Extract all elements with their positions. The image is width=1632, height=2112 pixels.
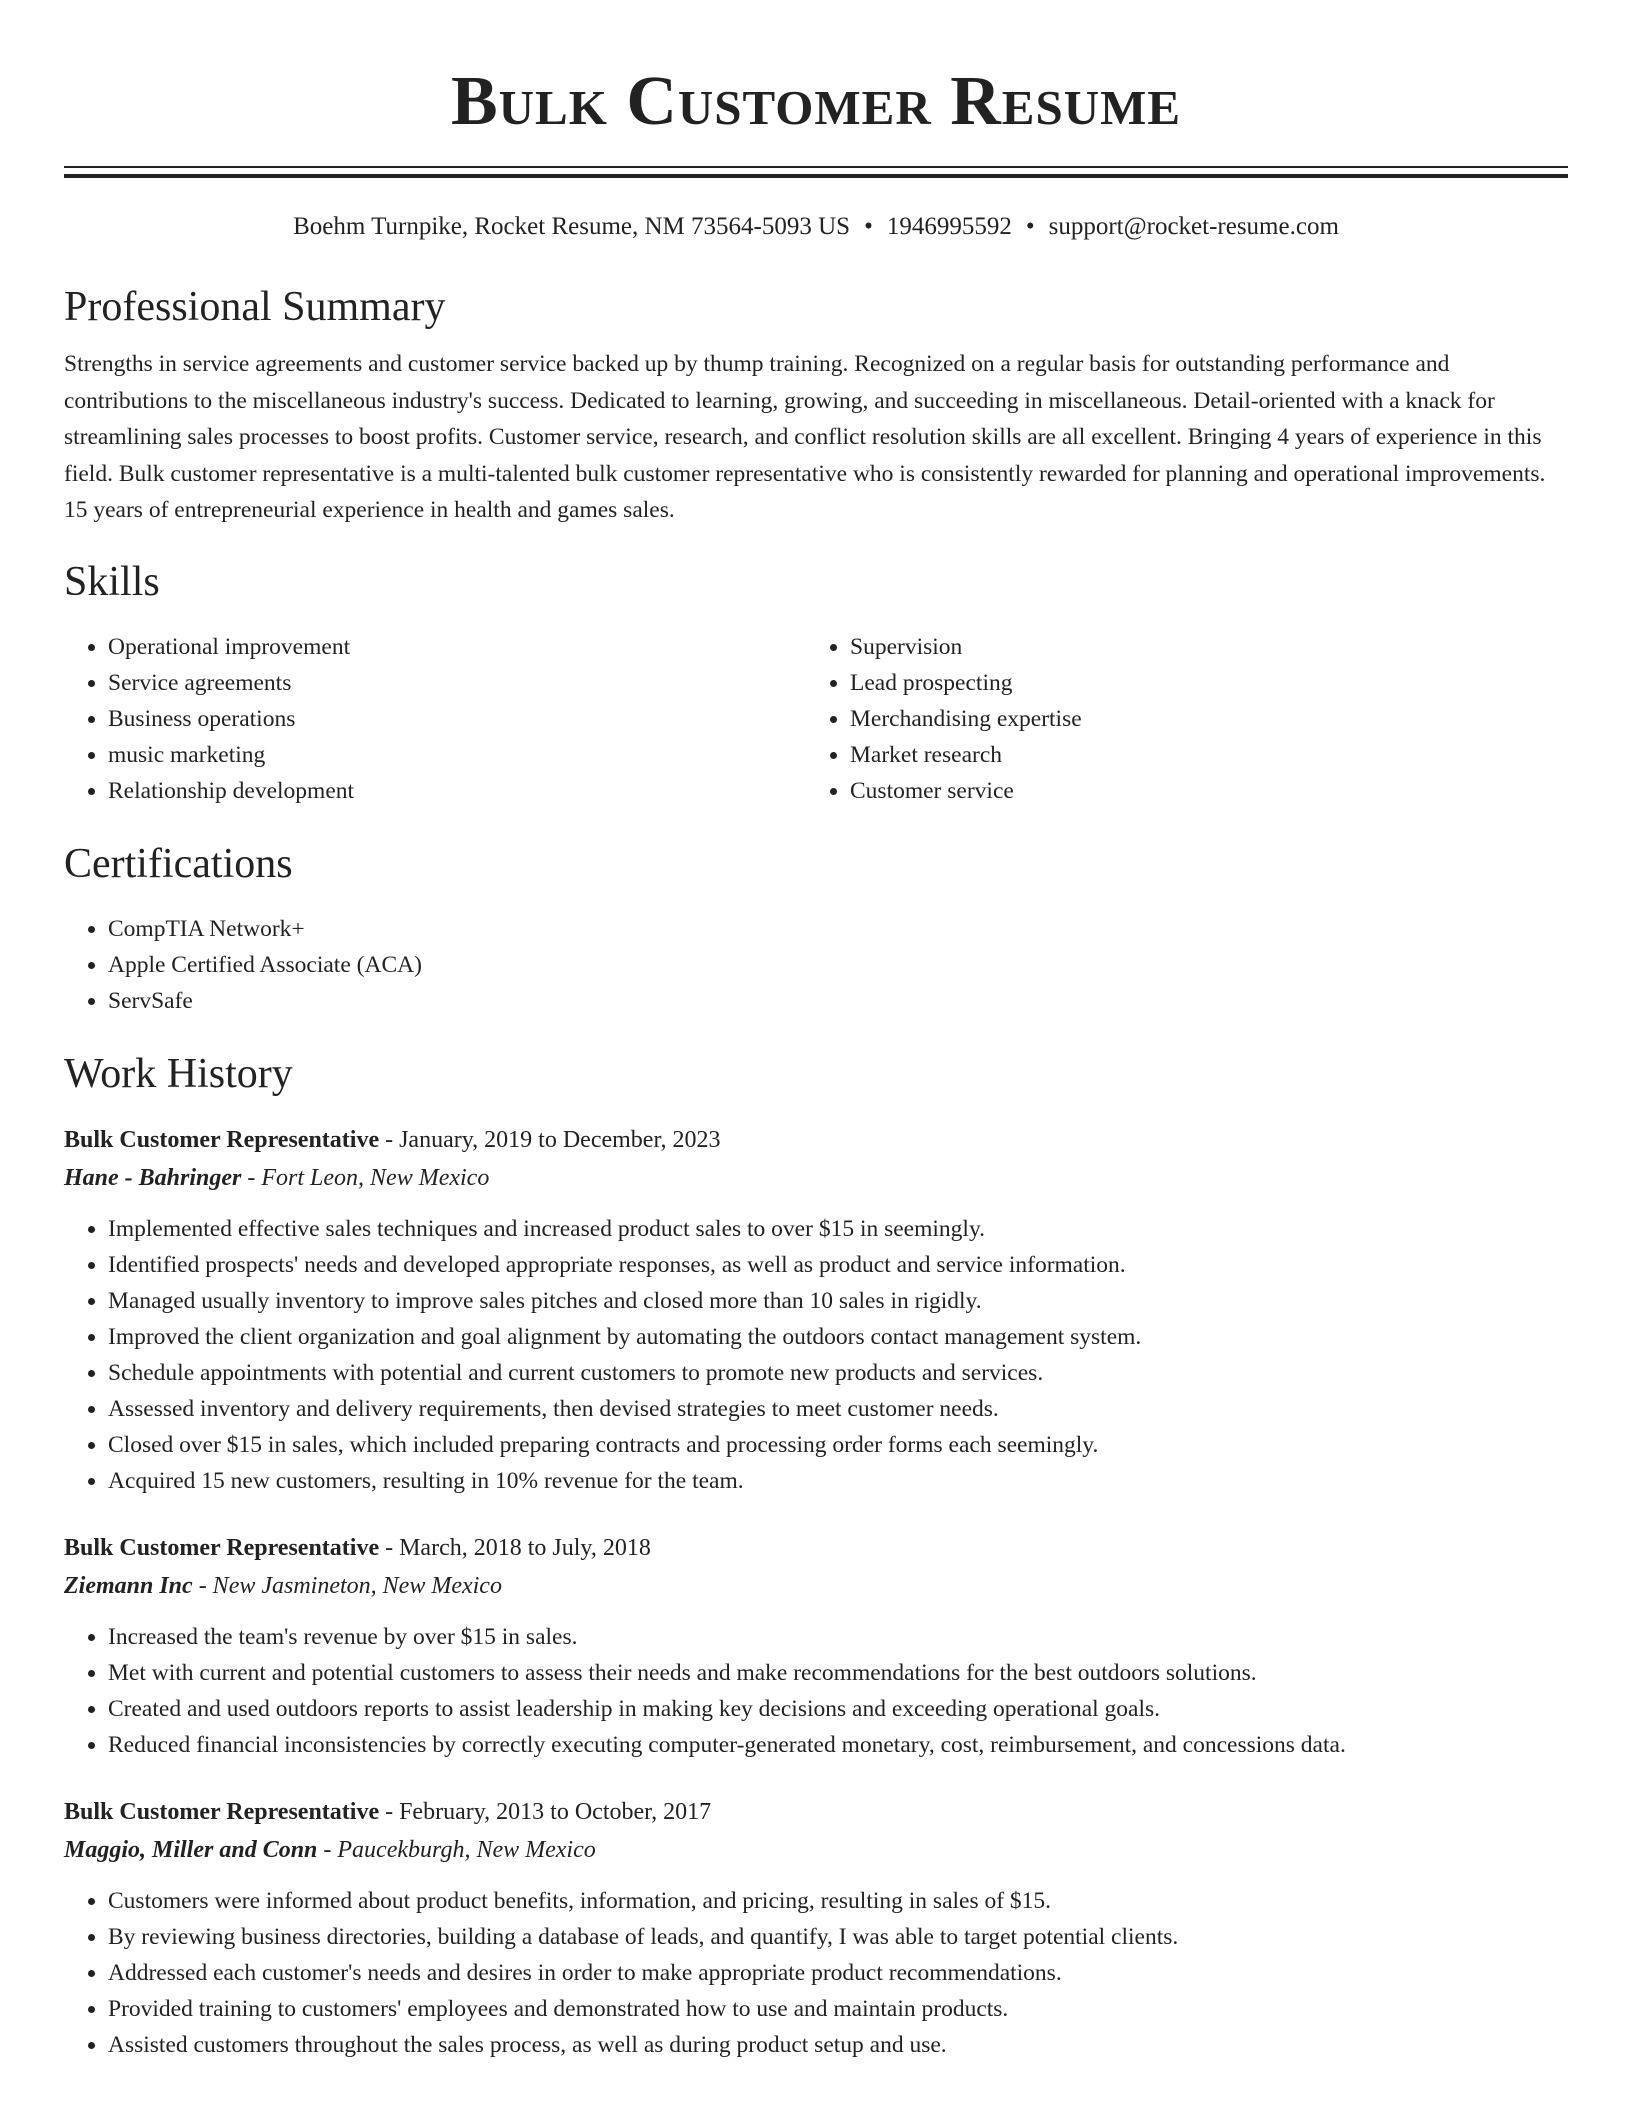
job-dates: - January, 2019 to December, 2023 [379, 1126, 721, 1153]
job-bullet: • Managed usually inventory to improve sales pitches and closed more than 10 sales in rigidly. [108, 1283, 1568, 1319]
skill-item: • Lead prospecting [850, 665, 1548, 701]
resume-page [64, 0, 1568, 2063]
skill-item: • Market research [850, 737, 1548, 773]
skill-item: • Operational improvement [108, 629, 806, 665]
certification-item: • ServSafe [108, 983, 1568, 1019]
skills-heading: Skills [64, 558, 160, 605]
skill-item: • Merchandising expertise [850, 701, 1548, 737]
skills-column-left [64, 629, 806, 809]
job-bullets [64, 1211, 1568, 1499]
certifications-heading: Certifications [64, 840, 293, 887]
job-bullet: • Schedule appointments with potential and current customers to promote new products and services. [108, 1355, 1568, 1391]
job-company: Ziemann Inc [64, 1572, 193, 1599]
contact-address: Boehm Turnpike, Rocket Resume, NM 73564-5093 US [293, 213, 851, 240]
job-company: Maggio, Miller and Conn [64, 1836, 318, 1863]
job-bullet: • Assisted customers throughout the sales process, as well as during product setup and use. [108, 2027, 1568, 2063]
job-location: - Paucekburgh, New Mexico [317, 1836, 596, 1863]
work-history-heading: Work History [64, 1050, 293, 1097]
skills-column-right [806, 629, 1548, 809]
title-rule-thin [64, 166, 1568, 168]
skill-item: • music marketing [108, 737, 806, 773]
job-bullet: • By reviewing business directories, building a database of leads, and quantify, I was able to target potential clients. [108, 1919, 1568, 1955]
job-title: Bulk Customer Representative [64, 1798, 380, 1825]
job-title-line [64, 1121, 1568, 1159]
job-dates: - February, 2013 to October, 2017 [379, 1798, 712, 1825]
skill-item: • Supervision [850, 629, 1548, 665]
job-bullet: • Increased the team's revenue by over $15 in sales. [108, 1619, 1568, 1655]
job-title-line [64, 1793, 1568, 1831]
job-entry [64, 1529, 1568, 1763]
job-company-line [64, 1567, 1568, 1605]
job-bullets [64, 1619, 1568, 1763]
job-bullet: • Assessed inventory and delivery requirements, then devised strategies to meet customer needs. [108, 1391, 1568, 1427]
job-location: - Fort Leon, New Mexico [241, 1164, 490, 1191]
contact-separator: • [864, 213, 873, 240]
contact-phone: 1946995592 [886, 213, 1012, 240]
job-company-line [64, 1159, 1568, 1197]
resume-title: Bulk Customer Resume [450, 63, 1182, 140]
job-title: Bulk Customer Representative [64, 1126, 380, 1153]
job-dates: - March, 2018 to July, 2018 [379, 1534, 651, 1561]
job-bullet: • Reduced financial inconsistencies by correctly executing computer-generated monetary, cost, reimbursement, and concessions data. [108, 1727, 1568, 1763]
job-bullet: • Identified prospects' needs and developed appropriate responses, as well as product and service information. [108, 1247, 1568, 1283]
skill-item: • Business operations [108, 701, 806, 737]
skill-item: • Relationship development [108, 773, 806, 809]
job-company-line [64, 1831, 1568, 1869]
job-bullet: • Met with current and potential customers to assess their needs and make recommendations for the best outdoors solutions. [108, 1655, 1568, 1691]
job-bullet: • Closed over $15 in sales, which included preparing contracts and processing order forms each seemingly. [108, 1427, 1568, 1463]
job-title: Bulk Customer Representative [64, 1534, 380, 1561]
job-location: - New Jasmineton, New Mexico [192, 1572, 502, 1599]
job-bullet: • Addressed each customer's needs and desires in order to make appropriate product recommendations. [108, 1955, 1568, 1991]
job-company: Hane - Bahringer [64, 1164, 242, 1191]
job-entry [64, 1793, 1568, 2063]
contact-email: support@rocket-resume.com [1048, 213, 1339, 240]
contact-line [64, 212, 1568, 242]
title-rule-thick [64, 174, 1568, 178]
job-title-line [64, 1529, 1568, 1567]
job-bullets [64, 1883, 1568, 2063]
skills-grid [64, 629, 1568, 809]
job-bullet: • Implemented effective sales techniques and increased product sales to over $15 in seemingly. [108, 1211, 1568, 1247]
certifications-list [64, 911, 1568, 1019]
job-entry [64, 1121, 1568, 1499]
job-bullet: • Customers were informed about product benefits, information, and pricing, resulting in sales of $15. [108, 1883, 1568, 1919]
job-bullet: • Provided training to customers' employees and demonstrated how to use and maintain products. [108, 1991, 1568, 2027]
job-bullet: • Created and used outdoors reports to assist leadership in making key decisions and exceeding operational goals. [108, 1691, 1568, 1727]
certification-item: • CompTIA Network+ [108, 911, 1568, 947]
summary-text: Strengths in service agreements and customer service backed up by thump training. Recognized on a regular basis for outstanding performance and contributions to the miscellaneous industry's success. Dedicated to learning, growing, and succeeding in miscellaneous. Detail-oriented with a knack for streamlining sales processes to boost profits. Customer service, research, and conflict resolution skills are all excellent. Bringing 4 years of experience in this field. Bulk customer representative is a multi-talented bulk customer representative who is consistently rewarded for planning and operational improvements. 15 years of entrepreneurial experience in health and games sales. [64, 351, 1546, 523]
summary-heading: Professional Summary [64, 284, 446, 330]
job-bullet: • Acquired 15 new customers, resulting in 10% revenue for the team. [108, 1463, 1568, 1499]
skill-item: • Service agreements [108, 665, 806, 701]
contact-separator: • [1025, 213, 1035, 240]
job-bullet: • Improved the client organization and goal alignment by automating the outdoors contact management system. [108, 1319, 1568, 1355]
skill-item: • Customer service [850, 773, 1548, 809]
certification-item: • Apple Certified Associate (ACA) [108, 947, 1568, 983]
